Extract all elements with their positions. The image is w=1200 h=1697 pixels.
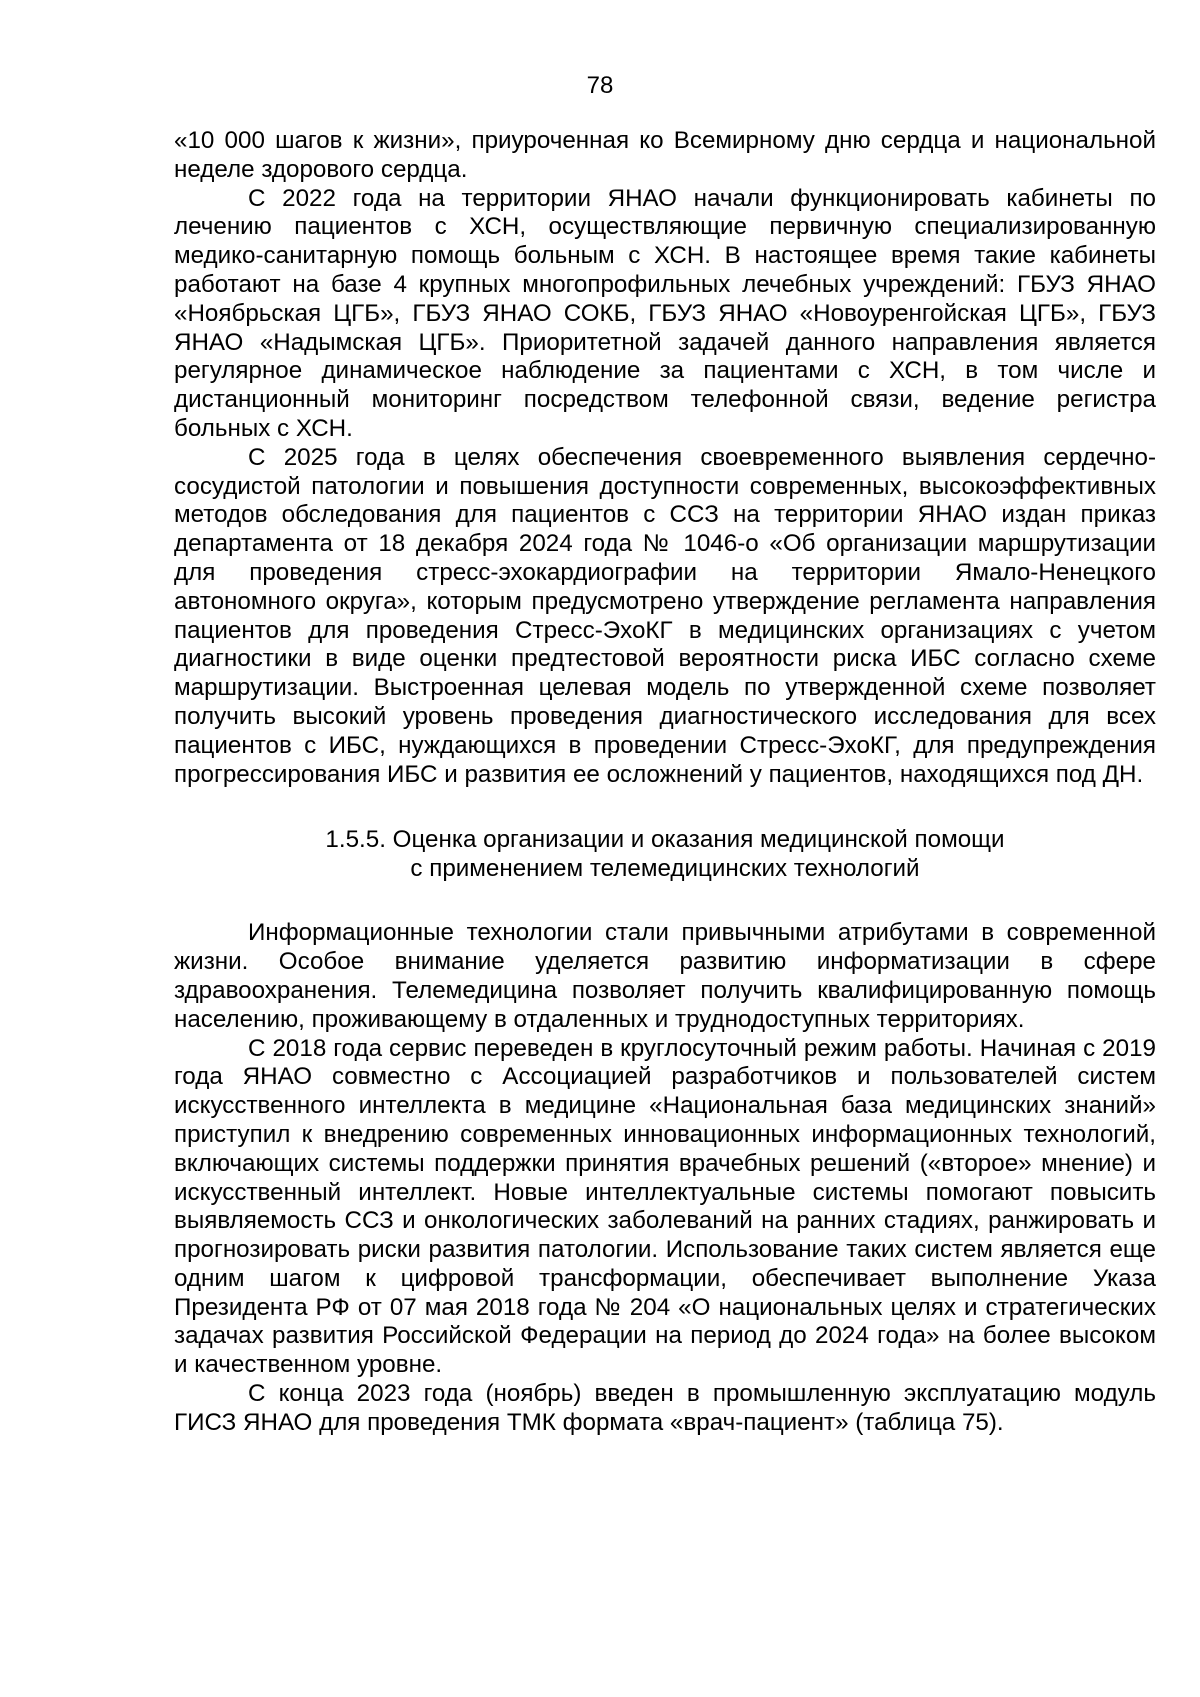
section-heading-line-1: 1.5.5. Оценка организации и оказания медицинской помощи bbox=[325, 826, 1005, 854]
paragraph-it-healthcare: Информационные технологии стали привычными атрибутами в современной жизни. Особое внимание уделяется развитию информатизации в сфере здравоохранения. Телемедицина позволяет получить квалифицированную помощь населению, проживающему в отдаленных и труднодоступных территориях. bbox=[174, 919, 1156, 1033]
paragraph-ai-service: С 2018 года сервис переведен в круглосуточный режим работы. Начиная с 2019 года ЯНАО совместно с Ассоциацией разработчиков и пользователей систем искусственного интеллекта в медицине «Национальная база медицинских знаний» приступил к внедрению современных инновационных информационных технологий, включающих системы поддержки принятия врачебных решений («второе» мнение) и искусственный интеллект. Новые интеллектуальные системы помогают повысить выявляемость ССЗ и онкологических заболеваний на ранних стадиях, ранжировать и прогнозировать риски развития патологии. Использование таких систем является еще одним шагом к цифровой трансформации, обеспечивает выполнение Указа Президента РФ от 07 мая 2018 года № 204 «О национальных целях и стратегических задачах развития Российской Федерации на период до 2024 года» на более высоком и качественном уровне. bbox=[174, 1034, 1156, 1379]
paragraph-chf-cabinets: С 2022 года на территории ЯНАО начали функционировать кабинеты по лечению пациентов с ХСН, осуществляющие первичную специализированную медико-санитарную помощь больным с ХСН. В настоящее время такие кабинеты работают на базе 4 крупных многопрофильных лечебных учреждений: ГБУЗ ЯНАО «Ноябрьская ЦГБ», ГБУЗ ЯНАО СОКБ, ГБУЗ ЯНАО «Новоуренгойская ЦГБ», ГБУЗ ЯНАО «Надымская ЦГБ». Приоритетной задачей данного направления является регулярное динамическое наблюдение за пациентами с ХСН, в том числе и дистанционный мониторинг посредством телефонной связи, ведение регистра больных с ХСН. bbox=[174, 184, 1156, 442]
paragraph-stress-echo: С 2025 года в целях обеспечения своевременного выявления сердечно-сосудистой патологии и повышения доступности современных, высокоэффективных методов обследования для пациентов с ССЗ на территории ЯНАО издан приказ департамента от 18 декабря 2024 года № 1046-о «Об организации маршрутизации для проведения стресс-эхокардиографии на территории Ямало-Ненецкого автономного округа», которым предусмотрено утверждение регламента направления пациентов для проведения Стресс-ЭхоКГ в медицинских организациях с учетом диагностики в виде оценки предтестовой вероятности риска ИБС согласно схеме маршрутизации. Выстроенная целевая модель по утвержденной схеме позволяет получить высокий уровень проведения диагностического исследования для всех пациентов с ИБС, нуждающихся в проведении Стресс-ЭхоКГ, для предупреждения прогрессирования ИБС и развития ее осложнений у пациентов, находящихся под ДН. bbox=[174, 443, 1156, 788]
section-heading bbox=[174, 825, 1156, 883]
paragraph-telemedicine-module: С конца 2023 года (ноябрь) введен в промышленную эксплуатацию модуль ГИСЗ ЯНАО для проведения ТМК формата «врач-пациент» (таблица 75). bbox=[174, 1380, 1156, 1436]
page-content bbox=[174, 127, 1156, 1438]
paragraph-walk-campaign: «10 000 шагов к жизни», приуроченная ко Всемирному дню сердца и национальной неделе здорового сердца. bbox=[174, 127, 1156, 183]
page-number: 78 bbox=[586, 72, 614, 99]
section-heading-line-2: с применением телемедицинских технологий bbox=[410, 855, 920, 883]
